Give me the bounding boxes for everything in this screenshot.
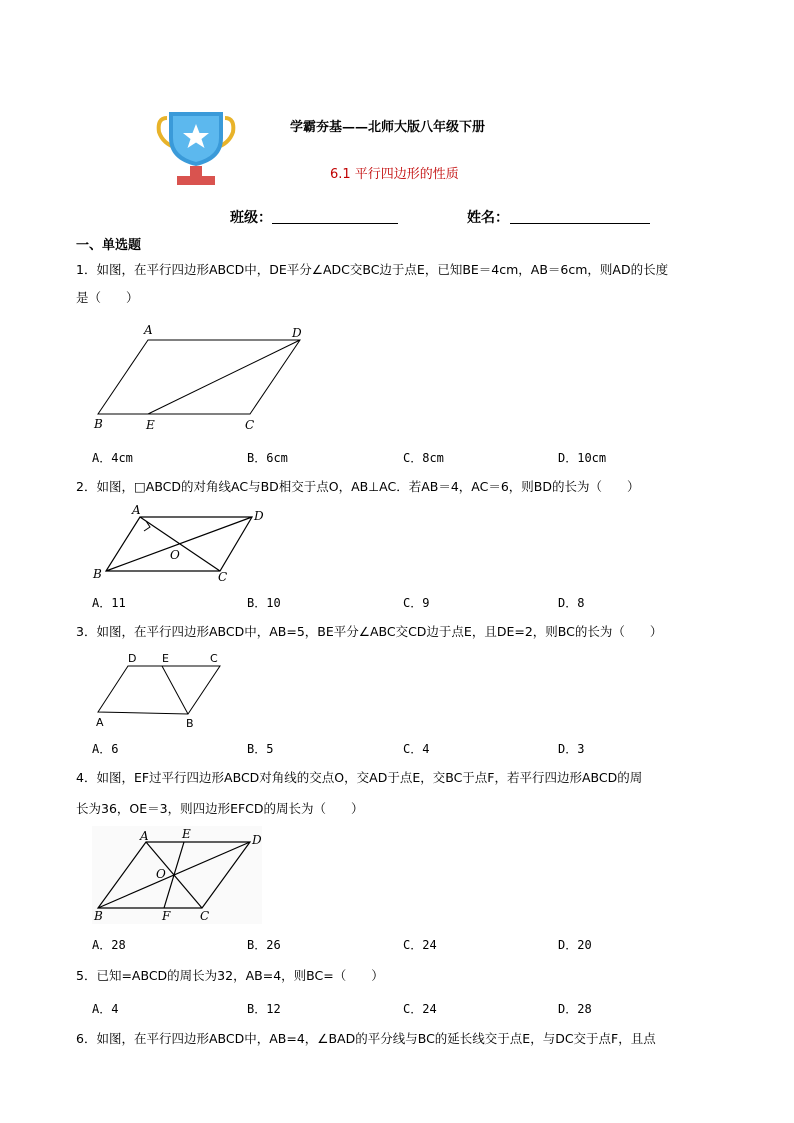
page-title: 学霸夯基——北师大版八年级下册 bbox=[290, 120, 486, 135]
question-3-option-b[interactable]: B．5 bbox=[247, 742, 274, 756]
class-label: 班级： bbox=[230, 210, 272, 226]
trophy-logo bbox=[155, 110, 237, 188]
question-3-figure bbox=[92, 650, 232, 730]
question-4-option-b[interactable]: B．26 bbox=[247, 938, 281, 952]
fig4-label-a: A bbox=[140, 829, 149, 843]
question-5-option-b[interactable]: B．12 bbox=[247, 1002, 281, 1016]
fig3-label-a: A bbox=[96, 716, 104, 729]
fig3-label-c: C bbox=[210, 652, 218, 665]
fig4-label-b: B bbox=[94, 909, 103, 923]
question-2-figure bbox=[90, 503, 270, 585]
name-label: 姓名： bbox=[467, 210, 509, 226]
fig1-label-e: E bbox=[146, 418, 155, 432]
question-1-option-b[interactable]: B．6cm bbox=[247, 451, 288, 465]
question-1-line-1: 1．如图，在平行四边形ABCD中，DE平分∠ADC交BC边于点E，已知BE＝4cm，AB＝6cm，则AD的长度 bbox=[76, 262, 669, 277]
question-5-line-1: 5．已知=ABCD的周长为32，AB=4，则BC=（ ） bbox=[76, 968, 384, 983]
fig4-label-f: F bbox=[162, 909, 171, 923]
question-4-option-a[interactable]: A．28 bbox=[92, 938, 126, 952]
fig1-label-a: A bbox=[144, 323, 153, 337]
fig1-label-b: B bbox=[94, 417, 103, 431]
question-3-option-d[interactable]: D．3 bbox=[558, 742, 585, 756]
question-3-line-1: 3．如图，在平行四边形ABCD中，AB=5，BE平分∠ABC交CD边于点E，且DE=2，则BC的长为（ ） bbox=[76, 624, 663, 639]
fig3-label-d: D bbox=[128, 652, 137, 665]
question-5-option-d[interactable]: D．28 bbox=[558, 1002, 592, 1016]
question-1-figure bbox=[90, 322, 320, 434]
question-2-option-b[interactable]: B．10 bbox=[247, 596, 281, 610]
fig4-label-o: O bbox=[156, 867, 166, 881]
fig2-label-c: C bbox=[218, 570, 228, 584]
question-5-option-c[interactable]: C．24 bbox=[403, 1002, 437, 1016]
section-title: 一、单选题 bbox=[76, 238, 142, 253]
page-subtitle: 6.1 平行四边形的性质 bbox=[330, 167, 459, 182]
fig1-label-d: D bbox=[292, 326, 302, 340]
question-1-option-a[interactable]: A．4cm bbox=[92, 451, 133, 465]
question-4-line-2: 长为36，OE＝3，则四边形EFCD的周长为（ ） bbox=[76, 801, 364, 816]
fig2-label-o: O bbox=[170, 548, 180, 562]
question-3-option-c[interactable]: C．4 bbox=[403, 742, 430, 756]
fig3-label-e: E bbox=[162, 652, 169, 665]
question-5-option-a[interactable]: A．4 bbox=[92, 1002, 119, 1016]
question-2-option-a[interactable]: A．11 bbox=[92, 596, 126, 610]
question-1-option-d[interactable]: D．10cm bbox=[558, 451, 607, 465]
fig4-label-e: E bbox=[182, 827, 191, 841]
fig2-label-d: D bbox=[254, 509, 264, 523]
question-4-option-d[interactable]: D．20 bbox=[558, 938, 592, 952]
fig4-label-c: C bbox=[200, 909, 210, 923]
name-field[interactable] bbox=[510, 222, 650, 224]
class-field[interactable] bbox=[272, 222, 398, 224]
fig2-label-a: A bbox=[132, 503, 141, 517]
question-2-line-1: 2．如图，□ABCD的对角线AC与BD相交于点O，AB⊥AC．若AB＝4，AC＝6，则BD的长为（ ） bbox=[76, 479, 640, 494]
question-4-figure bbox=[92, 826, 262, 924]
fig4-label-d: D bbox=[252, 833, 262, 847]
question-6-line-1: 6．如图，在平行四边形ABCD中，AB=4，∠BAD的平分线与BC的延长线交于点E，与DC交于点F，且点 bbox=[76, 1031, 656, 1046]
fig2-label-b: B bbox=[93, 567, 102, 581]
question-3-option-a[interactable]: A．6 bbox=[92, 742, 119, 756]
question-4-option-c[interactable]: C．24 bbox=[403, 938, 437, 952]
fig1-label-c: C bbox=[245, 418, 255, 432]
question-1-line-2: 是（ ） bbox=[76, 290, 139, 305]
question-1-option-c[interactable]: C．8cm bbox=[403, 451, 444, 465]
fig3-label-b: B bbox=[186, 717, 194, 730]
question-2-option-d[interactable]: D．8 bbox=[558, 596, 585, 610]
question-4-line-1: 4．如图，EF过平行四边形ABCD对角线的交点O，交AD于点E，交BC于点F，若平行四边形ABCD的周 bbox=[76, 770, 643, 785]
question-2-option-c[interactable]: C．9 bbox=[403, 596, 430, 610]
